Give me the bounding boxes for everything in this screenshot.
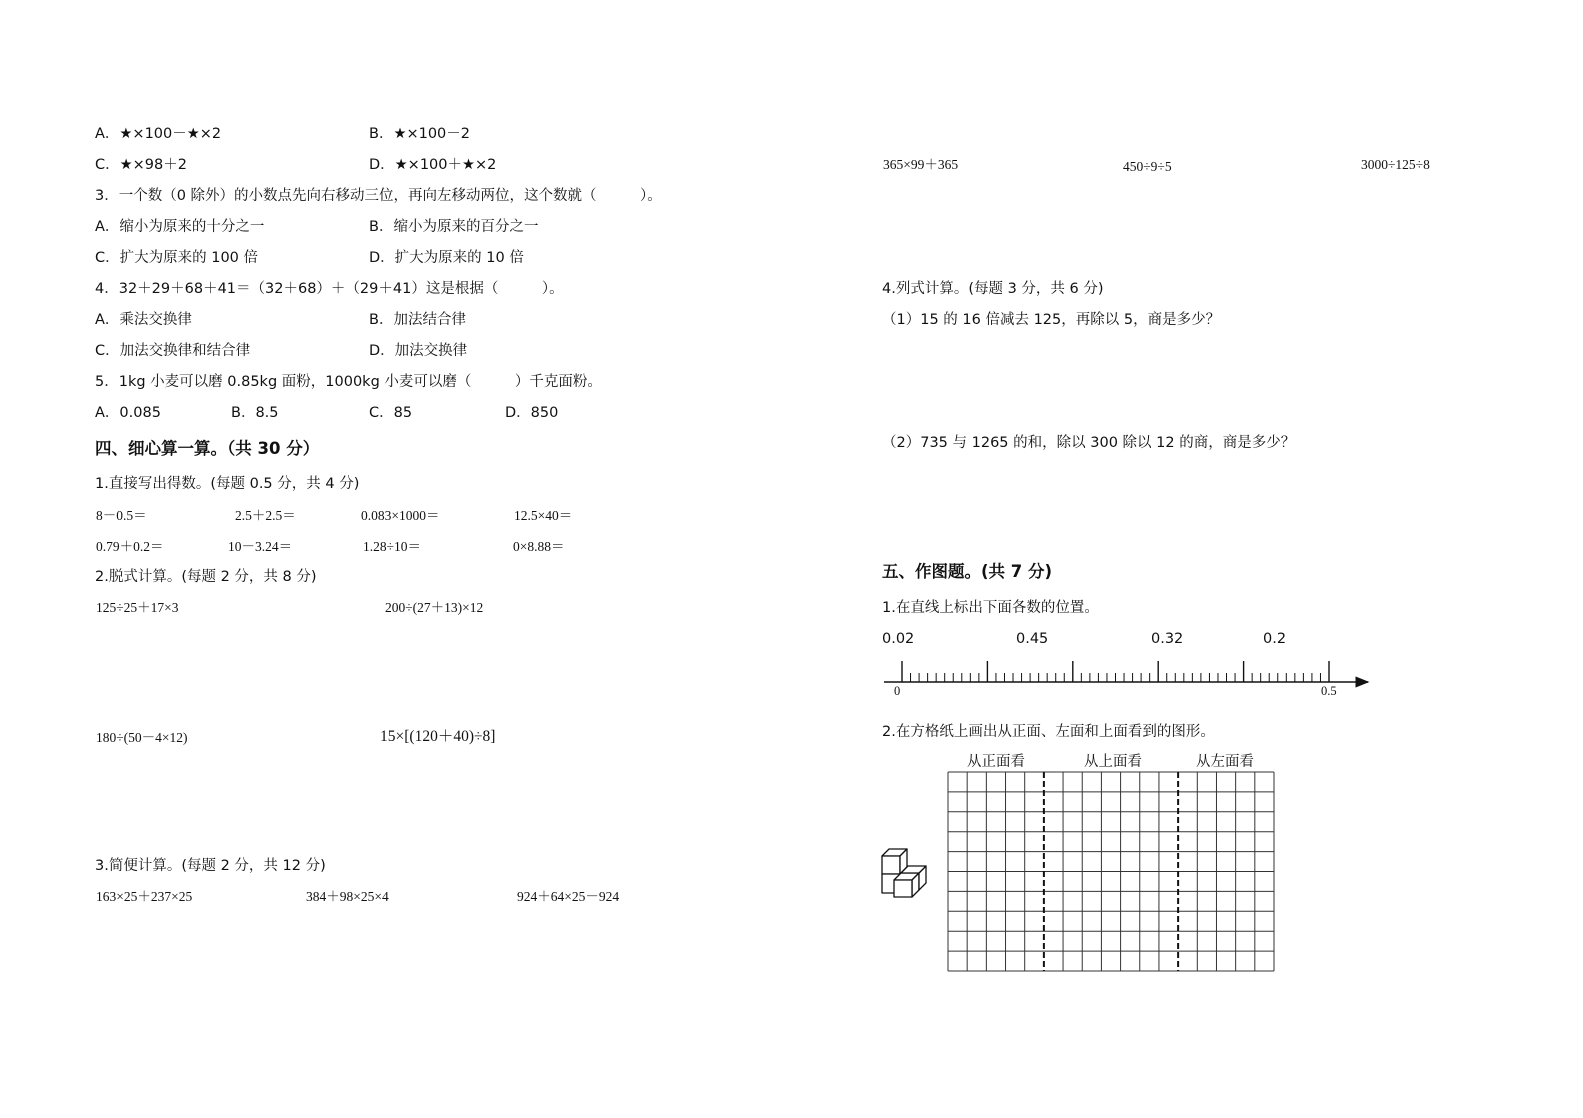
q5-option-c: C．85 xyxy=(369,405,413,421)
s4-p3-item: 3000÷125÷8 xyxy=(1361,157,1430,172)
axis-start-label: 0 xyxy=(894,684,901,698)
q4-stem: 4．32＋29＋68＋41＝（32＋68）＋（29＋41）这是根据（ ）。 xyxy=(95,281,564,297)
axis-end-label: 0.5 xyxy=(1321,684,1337,698)
section5-title: 五、作图题。(共 7 分) xyxy=(882,562,1053,581)
s4-p1-item: 10－3.24＝ xyxy=(228,539,293,554)
s4-p3-title: 3.简便计算。(每题 2 分，共 12 分) xyxy=(95,858,326,874)
q5-stem: 5．1kg 小麦可以磨 0.85kg 面粉，1000kg 小麦可以磨（ ）千克面粉。 xyxy=(95,374,602,390)
q3-option-b: B．缩小为原来的百分之一 xyxy=(369,219,539,235)
s5-p1-title: 1.在直线上标出下面各数的位置。 xyxy=(882,600,1099,616)
s4-p3-item: 924＋64×25－924 xyxy=(517,889,620,904)
s4-p1-item: 1.28÷10＝ xyxy=(363,539,422,554)
s4-p1-item: 0.083×1000＝ xyxy=(361,508,440,523)
s4-p3-item: 384＋98×25×4 xyxy=(306,889,389,904)
q2-option-c: C．★×98＋2 xyxy=(95,157,187,173)
s4-p4-q2: （2）735 与 1265 的和，除以 300 除以 12 的商，商是多少？ xyxy=(882,435,1296,451)
s4-p2-item: 200÷(27＋13)×12 xyxy=(385,600,484,615)
s4-p4-title: 4.列式计算。(每题 3 分，共 6 分) xyxy=(882,281,1104,297)
view-label-top: 从上面看 xyxy=(1084,754,1142,770)
number-label: 0.32 xyxy=(1151,631,1184,647)
s4-p1-item: 2.5＋2.5＝ xyxy=(235,508,296,523)
q5-option-d: D．850 xyxy=(505,405,559,421)
s4-p1-item: 0×8.88＝ xyxy=(513,539,565,554)
q5-option-b: B．8.5 xyxy=(231,405,279,421)
number-label: 0.45 xyxy=(1016,631,1049,647)
s4-p3-item: 450÷9÷5 xyxy=(1123,159,1172,174)
s4-p1-title: 1.直接写出得数。(每题 0.5 分，共 4 分) xyxy=(95,476,360,492)
q4-option-d: D．加法交换律 xyxy=(369,343,468,359)
section4-title: 四、细心算一算。（共 30 分） xyxy=(95,439,320,458)
q5-option-a: A．0.085 xyxy=(95,405,161,421)
q2-option-b: B．★×100－2 xyxy=(369,126,470,142)
s4-p1-item: 0.79＋0.2＝ xyxy=(96,539,164,554)
s4-p3-item: 163×25＋237×25 xyxy=(96,889,193,904)
q3-stem: 3．一个数（0 除外）的小数点先向右移动三位，再向左移动两位，这个数就（ ）。 xyxy=(95,188,662,204)
cube-front-face xyxy=(882,856,900,874)
view-label-front: 从正面看 xyxy=(967,754,1025,770)
s5-p2-title: 2.在方格纸上画出从正面、左面和上面看到的图形。 xyxy=(882,724,1215,740)
view-label-left: 从左面看 xyxy=(1196,754,1254,770)
s4-p2-title: 2.脱式计算。(每题 2 分，共 8 分) xyxy=(95,569,317,585)
s4-p1-item: 12.5×40＝ xyxy=(514,508,573,523)
q4-option-a: A．乘法交换律 xyxy=(95,312,192,328)
q3-option-d: D．扩大为原来的 10 倍 xyxy=(369,250,524,266)
s4-p2-item: 180÷(50－4×12) xyxy=(96,730,188,745)
s4-p4-q1: （1）15 的 16 倍减去 125，再除以 5，商是多少？ xyxy=(882,312,1221,328)
s4-p3-item: 365×99＋365 xyxy=(883,157,959,172)
q4-option-b: B．加法结合律 xyxy=(369,312,466,328)
q4-option-c: C．加法交换律和结合律 xyxy=(95,343,251,359)
q3-option-c: C．扩大为原来的 100 倍 xyxy=(95,250,259,266)
q2-option-d: D．★×100＋★×2 xyxy=(369,157,497,173)
number-label: 0.02 xyxy=(882,631,915,647)
number-label: 0.2 xyxy=(1263,631,1287,647)
q3-option-a: A．缩小为原来的十分之一 xyxy=(95,219,265,235)
s4-p2-item: 15×[(120＋40)÷8] xyxy=(380,728,496,745)
q2-option-a: A．★×100－★×2 xyxy=(95,126,222,142)
cube-front-face xyxy=(894,880,912,897)
s4-p2-item: 125÷25＋17×3 xyxy=(96,600,179,615)
s4-p1-item: 8－0.5＝ xyxy=(96,508,147,523)
